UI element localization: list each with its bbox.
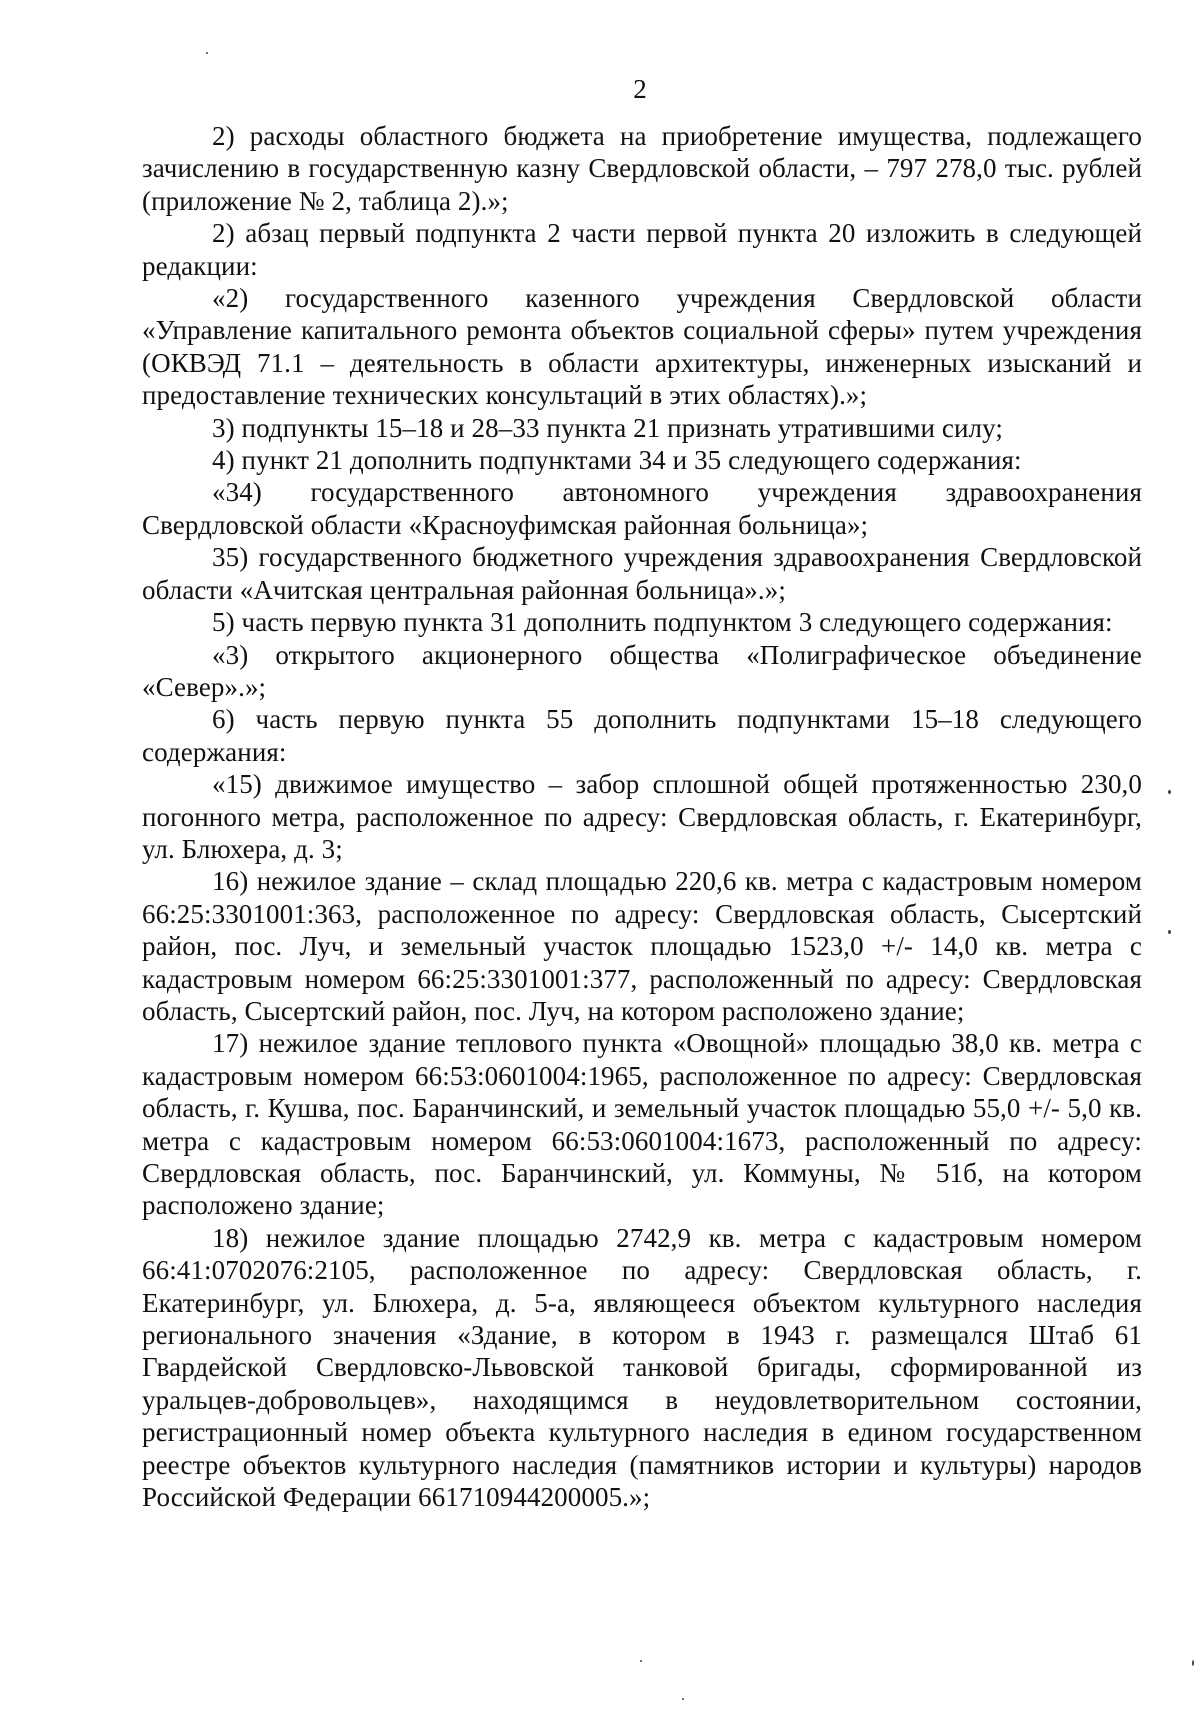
- paragraph: 35) государственного бюджетного учреждения здравоохранения Свердловской области «Ачитская центральная районная больница».»;: [142, 542, 1142, 605]
- paragraph: 18) нежилое здание площадью 2742,9 кв. метра с кадастровым номером 66:41:0702076:2105, расположенное по адресу: Свердловская область, г. Екатеринбург, ул. Блюхера, д. 5-а, являющееся объектом культурного наследия регионального значения «Здание, в котором в 1943 г. размещался Штаб 61 Гвардейской Свердловско-Львовской танковой бригады, сформированной из уральцев-добровольцев», находящимся в неудовлетворительном состоянии, регистрационный номер объекта культурного наследия в едином государственном реестре объектов культурного наследия (памятников истории и культуры) народов Российской Федерации 661710944200005.»;: [142, 1222, 1142, 1513]
- paragraph: 3) подпункты 15–18 и 28–33 пункта 21 признать утратившими силу;: [212, 412, 1003, 443]
- paragraph: «2) государственного казенного учреждения Свердловской области «Управление капитального ремонта объектов социальной сферы» путем учреждения (ОКВЭД 71.1 – деятельность в области архитектуры, инженерных изысканий и предоставление технических консультаций в этих областях).»;: [142, 283, 1142, 411]
- scan-speck: [682, 1698, 684, 1700]
- paragraph: 2) абзац первый подпункта 2 части первой пункта 20 изложить в следующей редакции:: [142, 218, 1142, 281]
- document-body: [142, 120, 1142, 1513]
- scan-speck: [1192, 1660, 1194, 1666]
- paragraph: «34) государственного автономного учреждения здравоохранения Свердловской области «Красноуфимская районная больница»;: [142, 477, 1142, 540]
- paragraph: 4) пункт 21 дополнить подпунктами 34 и 35 следующего содержания:: [212, 445, 1022, 476]
- paragraph: 17) нежилое здание теплового пункта «Овощной» площадью 38,0 кв. метра с кадастровым номером 66:53:0601004:1965, расположенное по адресу: Свердловская область, г. Кушва, пос. Баранчинский, и земельный участок площадью 55,0 +/- 5,0 кв. метра с кадастровым номером 66:53:0601004:1673, расположенный по адресу: Свердловская область, пос. Баранчинский, ул. Коммуны, № 51б, на котором расположено здание;: [142, 1028, 1142, 1221]
- paragraph: «15) движимое имущество – забор сплошной общей протяженностью 230,0 погонного метра, расположенное по адресу: Свердловская область, г. Екатеринбург, ул. Блюхера, д. 3;: [142, 769, 1142, 864]
- paragraph: 2) расходы областного бюджета на приобретение имущества, подлежащего зачислению в государственную казну Свердловской области, – 797 278,0 тыс. рублей (приложение № 2, таблица 2).»;: [142, 121, 1142, 216]
- paragraph: 6) часть первую пункта 55 дополнить подпунктами 15–18 следующего содержания:: [142, 704, 1142, 767]
- scan-speck: [1168, 790, 1171, 794]
- paragraph: «3) открытого акционерного общества «Полиграфическое объединение «Север».»;: [142, 639, 1142, 702]
- paragraph: 16) нежилое здание – склад площадью 220,6 кв. метра с кадастровым номером 66:25:3301001:363, расположенное по адресу: Свердловская область, Сысертский район, пос. Луч, и земельный участок площадью 1523,0 +/- 14,0 кв. метра с кадастровым номером 66:25:3301001:377, расположенный по адресу: Свердловская область, Сысертский район, пос. Луч, на котором расположено здание;: [142, 866, 1142, 1026]
- paragraph: 5) часть первую пункта 31 дополнить подпунктом 3 следующего содержания:: [212, 607, 1113, 638]
- scan-speck: [640, 1660, 642, 1662]
- scan-speck: [1168, 930, 1171, 934]
- scan-speck: [206, 52, 208, 54]
- page-number: 2: [633, 74, 647, 104]
